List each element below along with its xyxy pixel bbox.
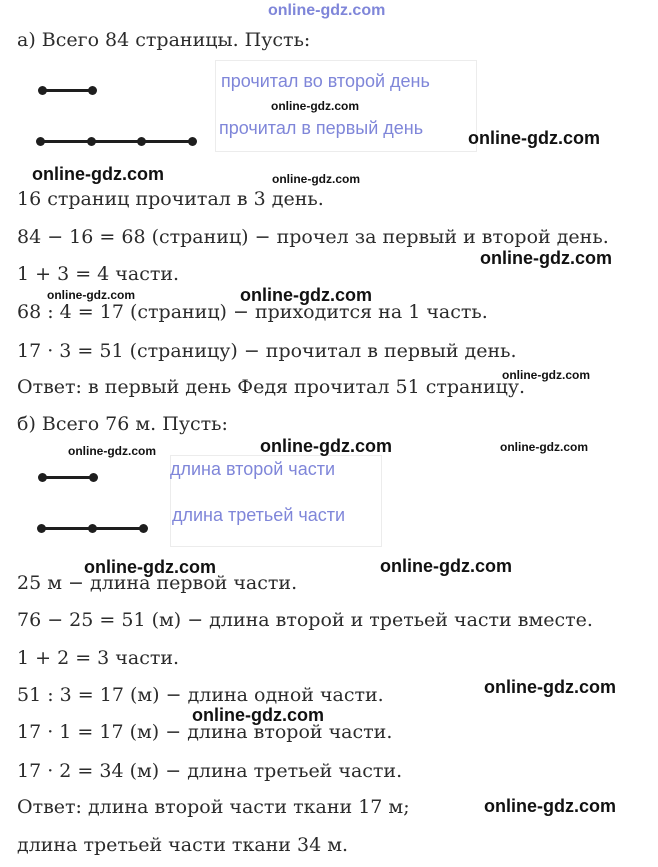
watermark: online-gdz.com	[468, 128, 600, 148]
watermark: online-gdz.com	[380, 556, 512, 576]
watermark: online-gdz.com	[84, 557, 216, 577]
answer-line: Ответ: в первый день Федя прочитал 51 страницу.	[17, 376, 526, 398]
solution-line: 51 : 3 = 17 (м) − длина одной части.	[17, 684, 384, 706]
watermark: online-gdz.com	[68, 444, 156, 458]
watermark: online-gdz.com	[484, 677, 616, 697]
solution-line: 17 · 3 = 51 (страницу) − прочитал в первый день.	[17, 340, 517, 362]
watermark: online-gdz.com	[32, 164, 164, 184]
watermark: online-gdz.com	[500, 440, 588, 454]
solution-line: 17 · 1 = 17 (м) − длина второй части.	[17, 721, 393, 743]
answer-line: длина третьей части ткани 34 м.	[17, 834, 349, 856]
watermark: online-gdz.com	[272, 172, 360, 186]
watermark: online-gdz.com	[260, 436, 392, 456]
solution-line: 84 − 16 = 68 (страниц) − прочел за первый и второй день.	[17, 226, 609, 248]
label-first-day: прочитал в первый день	[219, 118, 424, 138]
solution-line: 68 : 4 = 17 (страниц) − приходится на 1 часть.	[17, 301, 488, 323]
label-second-day: прочитал во второй день	[221, 71, 430, 91]
watermark: online-gdz.com	[502, 368, 590, 382]
solution-line: 1 + 3 = 4 части.	[17, 263, 180, 285]
watermark: online-gdz.com	[271, 99, 359, 113]
part-a-header: а) Всего 84 страницы. Пусть:	[17, 29, 311, 51]
solution-line: 76 − 25 = 51 (м) − длина второй и третьей части вместе.	[17, 609, 593, 631]
solution-line: 17 · 2 = 34 (м) − длина третьей части.	[17, 760, 403, 782]
solution-line: 1 + 2 = 3 части.	[17, 647, 180, 669]
solution-line: 16 страниц прочитал в 3 день.	[17, 188, 324, 210]
watermark: online-gdz.com	[240, 285, 372, 305]
watermark: online-gdz.com	[47, 288, 135, 302]
answer-line: Ответ: длина второй части ткани 17 м;	[17, 796, 410, 818]
watermark: online-gdz.com	[480, 248, 612, 268]
watermark: online-gdz.com	[192, 705, 324, 725]
watermark: online-gdz.com	[484, 796, 616, 816]
label-second-part: длина второй части	[170, 459, 335, 479]
label-third-part: длина третьей части	[172, 505, 346, 525]
watermark: online-gdz.com	[268, 2, 386, 19]
part-b-header: б) Всего 76 м. Пусть:	[17, 413, 228, 435]
solution-line: 25 м − длина первой части.	[17, 572, 298, 594]
